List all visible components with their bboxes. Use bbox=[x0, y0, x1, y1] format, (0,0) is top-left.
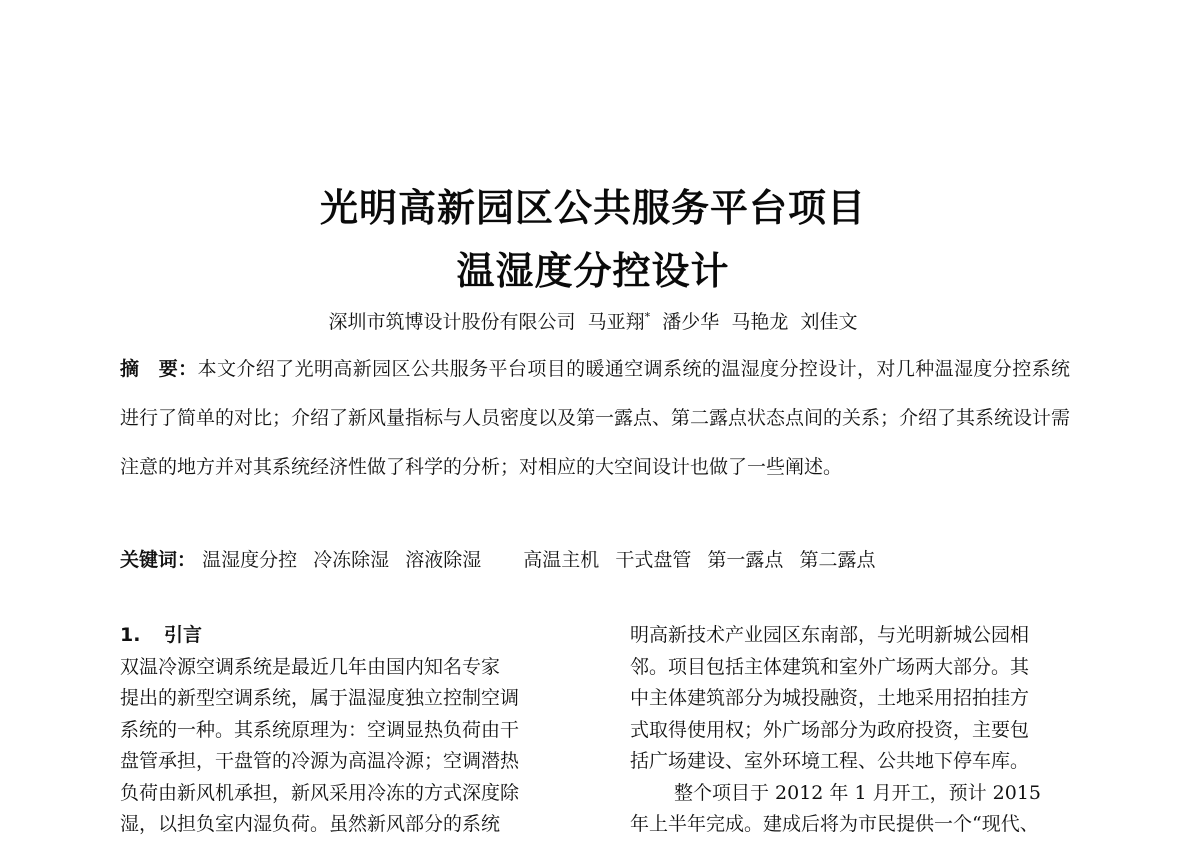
author-name: 潘少华 bbox=[662, 311, 720, 333]
body-line: 湿，以担负室内湿负荷。虽然新风部分的系统 bbox=[120, 813, 501, 835]
section-heading bbox=[120, 620, 560, 652]
paper-title-line-1: 光明高新园区公共服务平台项目 bbox=[319, 186, 866, 230]
author-name: 马亚翔 bbox=[587, 311, 645, 333]
keyword: 干式盘管 bbox=[615, 549, 692, 571]
body-line: 负荷由新风机承担，新风采用冷冻的方式深度除 bbox=[120, 781, 520, 804]
keyword: 高温主机 bbox=[523, 549, 600, 571]
section-title: 引言 bbox=[164, 624, 203, 646]
body-line: 盘管承担，干盘管的冷源为高温冷源；空调潜热 bbox=[120, 750, 520, 772]
keyword: 溶液除湿 bbox=[405, 549, 482, 571]
body-line: 提出的新型空调系统，属于温湿度独立控制空调 bbox=[120, 687, 520, 709]
paper-title-line-2: 温湿度分控设计 bbox=[456, 249, 730, 293]
keyword: 第一露点 bbox=[707, 549, 784, 571]
body-line: 双温冷源空调系统是最近几年由国内知名专家 bbox=[120, 655, 501, 678]
keyword: 温湿度分控 bbox=[202, 549, 298, 571]
abstract-label: 摘 要： bbox=[120, 358, 198, 380]
author-name: 马艳龙 bbox=[731, 311, 789, 333]
body-line: 整个项目于 2012 年 1 月开工，预计 2015 bbox=[674, 781, 1041, 804]
section-number: 1. bbox=[120, 624, 141, 646]
body-column-left bbox=[120, 620, 560, 841]
body-line: 明高新技术产业园区东南部，与光明新城公园相 bbox=[630, 624, 1030, 646]
body-line: 中主体建筑部分为城投融资，土地采用招拍挂方 bbox=[630, 687, 1030, 709]
author-name: 刘佳文 bbox=[800, 311, 858, 333]
abstract bbox=[120, 345, 1070, 492]
keyword: 冷冻除湿 bbox=[313, 549, 390, 571]
body-line: 式取得使用权；外广场部分为政府投资，主要包 bbox=[630, 718, 1030, 741]
affiliation: 深圳市筑博设计股份有限公司 bbox=[328, 311, 576, 333]
abstract-text: 本文介绍了光明高新园区公共服务平台项目的暖通空调系统的温湿度分控设计，对几种温湿度分控系统进行了简单的对比；介绍了新风量指标与人员密度以及第一露点、第二露点状态点间的关系；介绍了其系统设计需注意的地方并对其系统经济性做了科学的分析；对相应的大空间设计也做了一些阐述。 bbox=[120, 358, 1071, 478]
body-line: 邻。项目包括主体建筑和室外广场两大部分。其 bbox=[630, 655, 1030, 678]
corresponding-author-mark: * bbox=[644, 310, 651, 324]
body-column-right bbox=[630, 620, 1070, 841]
keywords bbox=[120, 545, 1070, 572]
author-line bbox=[0, 307, 1186, 334]
body-line: 括广场建设、室外环境工程、公共地下停车库。 bbox=[630, 750, 1030, 772]
body-line: 年上半年完成。建成后将为市民提供一个“现代、 bbox=[630, 813, 1039, 835]
keywords-label: 关键词： bbox=[120, 549, 197, 571]
keyword: 第二露点 bbox=[799, 549, 876, 571]
body-line: 系统的一种。其系统原理为：空调显热负荷由干 bbox=[120, 718, 520, 741]
